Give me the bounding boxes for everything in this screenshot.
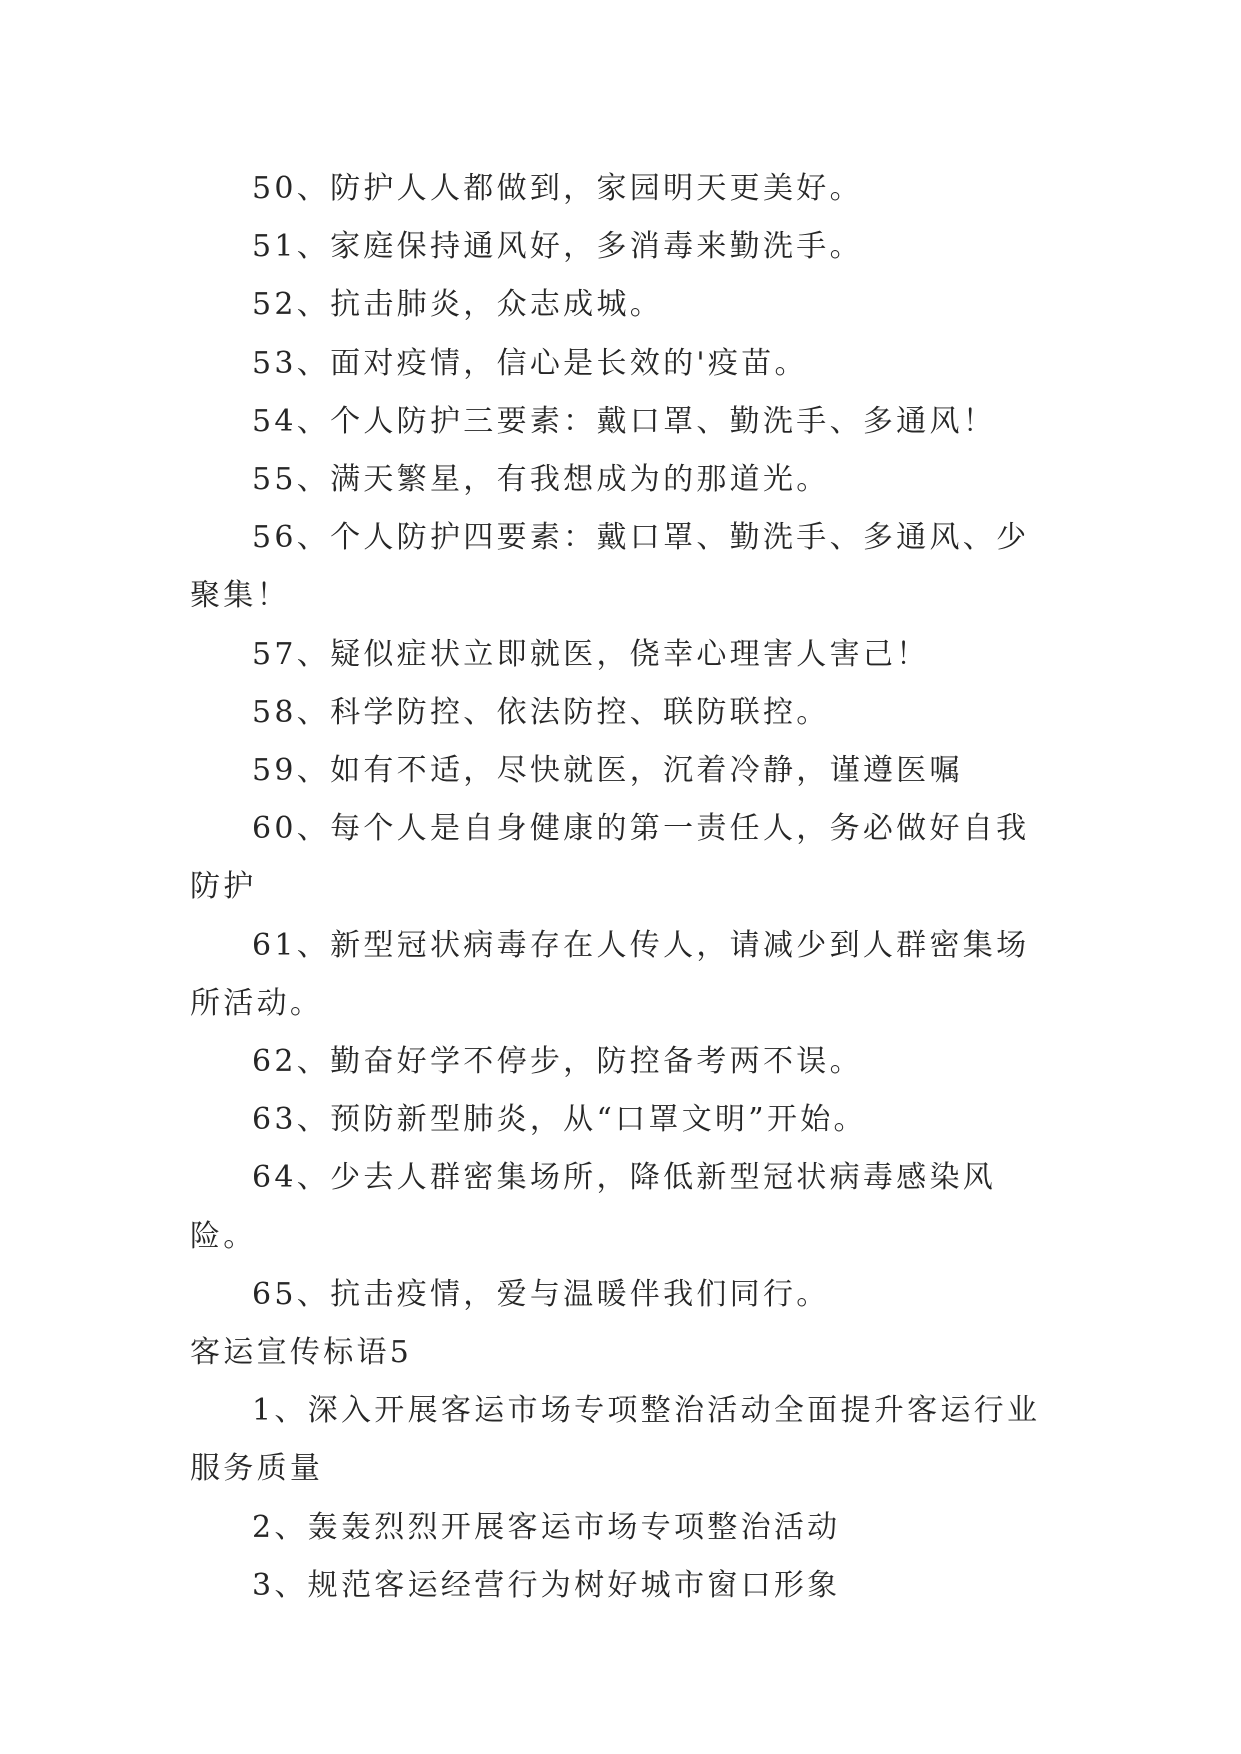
slogan-55: 55、满天繁星，有我想成为的那道光。: [252, 462, 830, 498]
slogan-63: 63、预防新型肺炎，从“口罩文明”开始。: [252, 1102, 867, 1138]
slogan-59: 59、如有不适，尽快就医，沉着冷静，谨遵医嘱: [252, 753, 963, 789]
slogan-57: 57、疑似症状立即就医，侥幸心理害人害己！: [252, 636, 930, 672]
slogan-62: 62、勤奋好学不停步，防控备考两不误。: [252, 1044, 863, 1080]
slogan-60: 60、每个人是自身健康的第一责任人，务必做好自我防护: [190, 811, 1030, 905]
section-item-2: 2、轰轰烈烈开展客运市场专项整治活动: [252, 1509, 841, 1545]
slogan-64: 64、少去人群密集场所，降低新型冠状病毒感染风险。: [190, 1160, 997, 1254]
section-item-1: 1、深入开展客运市场专项整治活动全面提升客运行业服务质量: [190, 1393, 1041, 1487]
slogan-54: 54、个人防护三要素：戴口罩、勤洗手、多通风！: [252, 403, 997, 439]
section-heading: 客运宣传标语5: [190, 1335, 413, 1371]
slogan-53: 53、面对疫情，信心是长效的'疫苗。: [252, 345, 808, 381]
section-item-3: 3、规范客运经营行为树好城市窗口形象: [252, 1567, 841, 1603]
slogan-56: 56、个人防护四要素：戴口罩、勤洗手、多通风、少聚集！: [190, 520, 1030, 614]
slogan-61: 61、新型冠状病毒存在人传人，请减少到人群密集场所活动。: [190, 927, 1030, 1021]
slogan-51: 51、家庭保持通风好，多消毒来勤洗手。: [252, 229, 863, 265]
slogan-52: 52、抗击肺炎，众志成城。: [252, 287, 664, 323]
document-body: [190, 160, 1060, 1615]
slogan-50: 50、防护人人都做到，家园明天更美好。: [252, 171, 863, 206]
slogan-65: 65、抗击疫情，爱与温暖伴我们同行。: [252, 1276, 830, 1312]
slogan-58: 58、科学防控、依法防控、联防联控。: [252, 694, 830, 730]
